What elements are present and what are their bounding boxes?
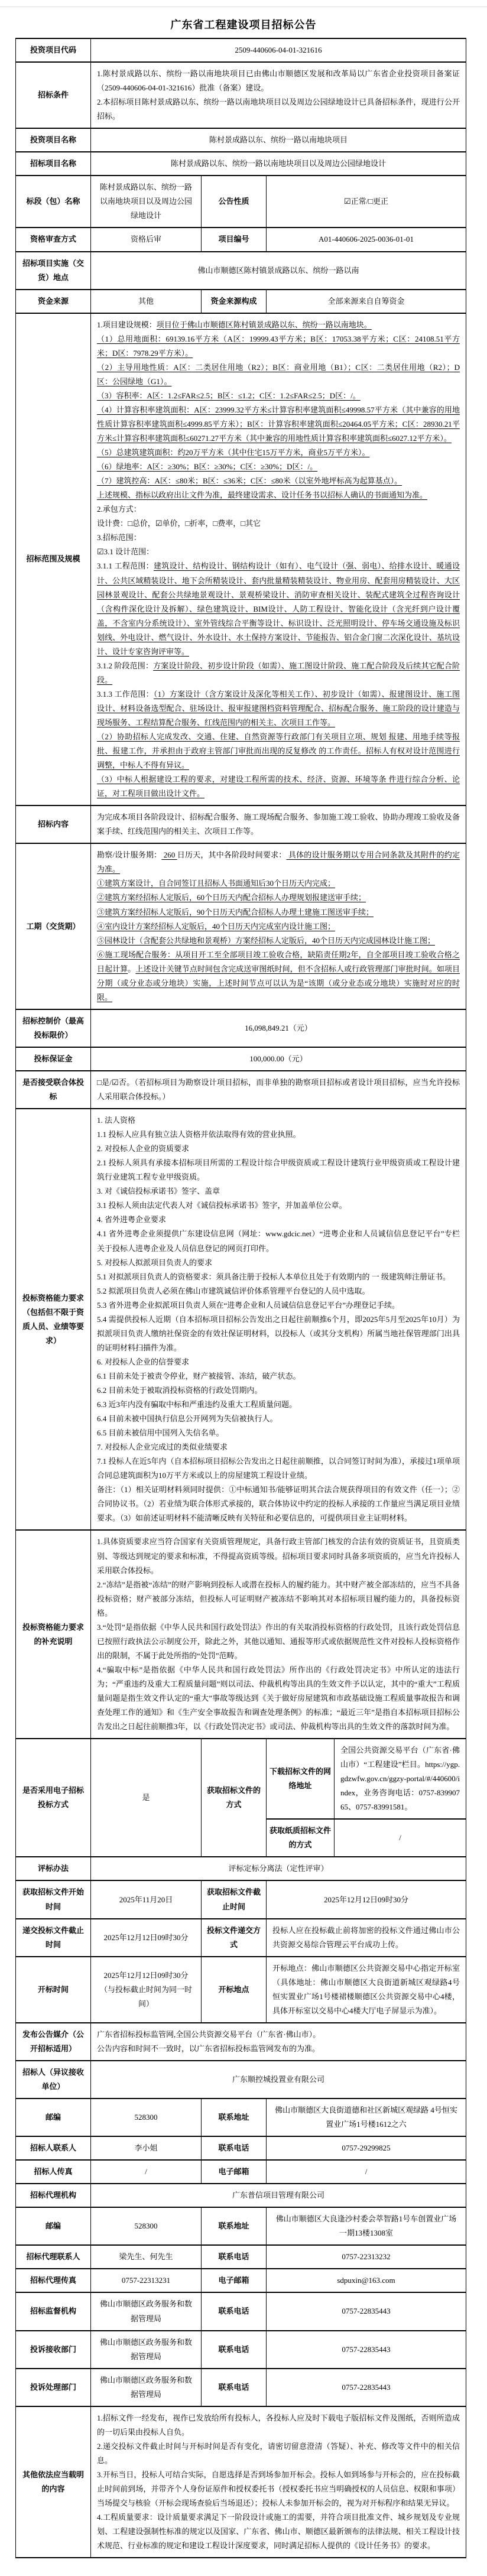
row-value: 528300: [91, 2207, 202, 2245]
paragraph: 为完成本项目各阶段设计、招标配合服务、施工现场配合服务、参加施工竣工验收、协助办理竣工验收及备案手续、红线范围内的相关主、次项目工作等。: [97, 813, 460, 836]
paragraph: 2.承包方式：: [97, 505, 141, 514]
paragraph: 5.2 拟派项目负责人必须在佛山市建筑诚信评价体系管理平台登记的人员中选取。: [97, 1286, 370, 1295]
row-label: 联系电话: [202, 2136, 267, 2160]
row-value: 0757-22313231: [91, 2269, 202, 2292]
row-label: 联系电话: [202, 2331, 267, 2369]
paragraph: 4.“骗取中标”是指依据《中华人民共和国行政处罚法》所作出的《行政处罚决定书》中所认定的违法行为；“严重违约及重大工程质量问题”则以司法、仲裁机构等出具的生效文件予以认定，其中的“重大”工程质量问题是指生效文件认定的“重大”事故等级达到《关于做好房屋建筑和市政基础设施工程质量事故报告和调查处理工作的通知》和《生产安全事故报告和调查处理条例》的标准；“最近三年”是指自本招标项目招标公告发出之日起往前顺推3年，以《行政处罚决定书》或司法、仲裁机构等出具的生效文件的落款时间为准。: [97, 1665, 460, 1732]
paragraph: 2.1 投标人须具有承接本招标项目所需的工程设计综合甲级资质或工程设计建筑行业甲级资质或工程设计建筑行业建筑工程专业甲级资质。: [97, 1158, 460, 1182]
row-value: 佛山市顺德区政务服务和数据管理局: [91, 2369, 202, 2406]
sub-row-label: 下载招标文件的网络地址: [267, 1739, 335, 1819]
row-value: /: [91, 2160, 202, 2184]
row-value: 佛山市顺德区政务服务和数据管理局: [91, 2292, 202, 2330]
paragraph: 4.1 省外进粤企业须提供广东建设信息网（网址：www.gdcic.net）“进粤企业和人员诚信信息登记平台”专栏关于投标人进粤企业及人员信息登记的网页打印件。: [97, 1229, 460, 1253]
paragraph: ④室内设计方案经招标人定版后，40个日历天内完成室内设计施工图；: [97, 921, 336, 931]
row-value: [91, 843, 466, 1009]
table-row: [16, 152, 466, 176]
paragraph: 7.1 投标人在近5年内（自本招标项目招标公告发出之日起往前顺推，以合同签订时间为准），承接过1项单项合同总建筑面积为10万平方米或以上的房屋建筑工程设计业绩。: [97, 1457, 460, 1480]
paragraph: 全国公共资源交易平台（广东省·佛山市）“工程建设”栏目。https://ygp.gdzwfw.gov.cn/ggzy-portal/#/440600/index，业务咨询电话：0757-83990765、0757-83991581。: [340, 1746, 460, 1812]
row-label: 资金来源构成: [202, 290, 267, 313]
row-label: 招标内容: [16, 805, 91, 843]
row-value: 陈村景成路以东、缤纷一路以南地块项目: [91, 128, 466, 152]
table-row: [16, 128, 466, 152]
row-label: 递交投标文件截止时间: [16, 1919, 91, 1957]
row-label: 发布公告媒介（公开招标适用）: [16, 2023, 91, 2061]
row-label: 招标代理联系人: [16, 2245, 91, 2269]
row-label: 招标人传真: [16, 2160, 91, 2184]
row-value: 资格后审: [91, 228, 202, 251]
row-label: 联系地址: [202, 2099, 267, 2136]
paragraph: 1.招标文件一经发布，视作已发放给所有投标人，各投标人应及时下载电子版招标文件及图纸，否则所造成的一切后果由投标人自负。: [97, 2413, 460, 2437]
table-row: [16, 38, 466, 62]
table-row: [16, 2292, 466, 2330]
paragraph: 5.4 需提供投标人近期（自本招标项目招标公告发出之日起往前顺推6个月，即2025年5月至2025年10月）为拟派项目负责人缴纳社保资金的有效社保证明材料，以投标人（或其分支机构）所属当地社保管理部门出具的证明材料扫描件为准。: [97, 1314, 460, 1352]
row-label: 邮编: [16, 2099, 91, 2136]
paragraph: 6.5 目前未被信用中国列入失信名单。: [97, 1428, 224, 1438]
row-label: 投标资格能力要求的补充说明: [16, 1530, 91, 1739]
row-label: 获取招标文件的方式: [202, 1739, 267, 1857]
paragraph: 4.工程质量要求：设计质量要求满足下一阶段设计或施工的需要，并符合项目批准文件、城乡规划及专业规划、工程建设强制性标准的规定以及国家、广东省、佛山市、顺德区最新颁布的法律法规、相关工程设计技术规范、行业标准的规定和建设工程设计深度要求，同时满足招标人提供的《设计任务书》的要求。: [97, 2513, 460, 2551]
paragraph: 3.1.2 阶段范围：方案设计阶段、初步设计阶段（如需）、施工图设计阶段、施工配合阶段及后续其它配合阶段。: [97, 661, 460, 684]
paragraph: 2.本招标项目陈村景成路以东、缤纷一路以南地块项目以及周边公园绿地设计已具备招标条件，现进行公开招标。: [97, 98, 460, 121]
row-value: sdpuxin@163.com: [267, 2269, 466, 2292]
paragraph: （2）主导用地性质：A区：二类居住用地（R2）；B区：商业用地（B1）；C区：二类居住用地（R2）；D区：公园绿地（G1）。: [97, 362, 460, 386]
paragraph: 5. 对投标人拟派项目负责人的要求: [97, 1258, 213, 1267]
paragraph: 6.4 目前未被中国执行信息公开网列为失信被执行人。: [97, 1414, 278, 1424]
row-label: 联系电话: [202, 2292, 267, 2330]
table-row: [16, 2269, 466, 2292]
paragraph: 3.招标范围：: [97, 533, 141, 543]
table-row: [16, 2369, 466, 2406]
paragraph: 2.递交投标文件截止时间与开标时间是否有变化，请密切留意澄清（答疑）、补充、修改等文件中的相关信息。: [97, 2441, 460, 2465]
row-label: 开标时间: [16, 1957, 91, 2023]
paragraph: 1.陈村景成路以东、缤纷一路以南地块项目已由佛山市顺德区发展和改革局以广东省企业投资项目备案证（2509-440606-04-01-321616）批准（备案）建设。: [97, 69, 460, 93]
table-row: [16, 2207, 466, 2245]
paragraph: ③建筑方案经招标人定版后，90个日历天内配合招标人办理土建施工图送审手续；: [97, 907, 374, 917]
table-row: [16, 1109, 466, 1530]
paragraph: 1. 法人资格: [97, 1116, 136, 1125]
paragraph: ①建筑方案设计，自合同签订且招标人书面通知后30个日历天内完成；: [97, 879, 336, 888]
paragraph: 6.1 目前未处于被责令停业，财产被接管、冻结，破产状态。: [97, 1371, 301, 1380]
row-value: 评标定标分离法（定性评审）: [91, 1857, 466, 1880]
row-value: [91, 2406, 466, 2558]
row-value: 0757-29299825: [267, 2136, 466, 2160]
row-value: 广东普信项目管理有限公司: [91, 2184, 466, 2207]
row-label: 邮编: [16, 2207, 91, 2245]
paragraph: 上述规模、指标以政府出让文件为准，最终建设需求、设计任务书以招标人确认的书面通知为准。: [97, 490, 428, 500]
row-value: [91, 313, 466, 806]
paragraph: 6.3 近3年内没有骗取中标和严重违约及重大工程质量问题。: [97, 1400, 297, 1409]
row-label: 投诉接收部门: [16, 2331, 91, 2369]
table-row: [16, 252, 466, 290]
row-value: ☑正常/□更正: [267, 176, 466, 228]
paragraph: （5）总建筑建筑面积：约20万平方米（其中住宅15万平方米，商业5万平方米）。: [97, 448, 370, 457]
row-label: 招标项目名称: [16, 152, 91, 176]
table-row: [16, 2099, 466, 2136]
row-label: 投标文件递交方式: [202, 1919, 267, 1957]
paragraph: （3）中标人根据建设工程的要求，对建设工程所需的技术、经济、资源、环境等条 件进行综合分析、论证，对工程项目做出设计文件。: [97, 775, 460, 798]
row-value: A01-440606-2025-0036-01-01: [267, 228, 466, 251]
row-label: 联系电话: [202, 2245, 267, 2269]
row-label: 是否接受联合体投标: [16, 1071, 91, 1109]
row-value: 佛山市顺德区大良逢沙村委会萃智路1号车创置业广场一期13楼1308室: [267, 2207, 466, 2245]
row-value: [335, 1739, 466, 1819]
paragraph: 备注：（1）相关证明材料须同时提供：①中标通知书/能够证明其合法合规获得项目的有效文件（任一）；②合同协议书。（2）若业绩为联合体形式承接的，联合体协议中约定的投标人承接的工作量应当满足项目业绩要求。（3）如前述证明材料不能清晰反映有关特征和必要信息的，可提供项目业主证明材料。: [97, 1485, 460, 1523]
row-value: [267, 1957, 466, 2023]
table-row: [16, 313, 466, 806]
paragraph: 4. 省外进粤企业要求: [97, 1215, 167, 1224]
paragraph: （1）总用地面积：69139.16平方米（A区：19999.43平方米；B区：17053.38平方米；C区：24108.51平方米；D区：7978.29平方米）。: [97, 334, 460, 358]
row-value: [91, 805, 466, 843]
row-value: 梁先生、何先生: [91, 2245, 202, 2269]
paragraph: 7. 对投标人企业完成过的类似业绩要求: [97, 1443, 228, 1452]
row-value: [91, 62, 466, 128]
row-label: 评标办法: [16, 1857, 91, 1880]
paragraph: 3.1.3 工作范围：（1）方案设计（含方案设计及深化等相关工作）、初步设计（如需）、报建图设计、施工图设计、材料设备选型配合、驻场设计、报审报建图档资料管理配合、招标配合服务、施工阶段的设计建造与现场服务、工程结算配合服务、红线范围内的相关主、次项目工作等。: [97, 689, 460, 727]
paragraph: 公告内容和时间不一致时，以广东省招标投标监管网发布的为准。: [97, 2044, 320, 2053]
row-label: 电子邮箱: [202, 2160, 267, 2184]
row-value: 0757-22835443: [267, 2292, 466, 2330]
paragraph: 6. 对投标人企业的信誉要求: [97, 1357, 190, 1366]
paragraph: 3.“处罚”是指依据《中华人民共和国行政处罚法》作出的有关取消投标资格的行政处罚，且该行政处罚信息已按照行政执法公示制度公开，除此之外，其他以通知、通报等形式或依据规范性文件对投标人投标资格作出的限制，不属于此处所指的“处罚”范畴。: [97, 1622, 460, 1660]
paragraph: （7）建筑控高：A区：≤80米；B区：≤36米；C区：≤80米（以室外地坪标高为起算基点）。: [97, 476, 402, 486]
paragraph: （3）容积率：A区：1.2≤FAR≤2.5；B区：≤1.2；C区：1.2≤FAR≤2.5；D区：/。: [97, 391, 361, 400]
paragraph: ②建筑方案经招标人定版后，60个日历天内配合招标人办理规划报建送审手续；: [97, 893, 366, 902]
row-value: [91, 1109, 466, 1530]
row-value: 528300: [91, 2099, 202, 2136]
page-title: 广东省工程建设项目招标公告: [170, 19, 317, 31]
row-label: 资金来源: [16, 290, 91, 313]
row-value: /: [267, 2160, 466, 2184]
row-value: 陈村景成路以东、缤纷一路以南地块项目以及周边公园绿地设计: [91, 176, 202, 228]
table-row: [16, 1071, 466, 1109]
row-value: 2509-440606-04-01-321616: [91, 38, 466, 62]
paragraph: 3. 对《诚信投标承诺书》签字、盖章: [97, 1187, 220, 1196]
row-value: 2025年12月12日09时30分（与投标截止时间为同一时间）: [91, 1957, 202, 2023]
row-value: 其他: [91, 290, 202, 313]
paragraph: 投标人应在投标截止前将加密的投标文件通过佛山市公共资源交易综合管理云平台成功上传。: [272, 1925, 460, 1949]
row-label: 招标项目实施（交货）地点: [16, 252, 91, 290]
table-row: [16, 62, 466, 128]
row-label: 电子邮箱: [202, 2269, 267, 2292]
table-row: [16, 1009, 466, 1047]
row-label: 投标资格能力要求（包括但不限于资质人员、业绩等要求）: [16, 1109, 91, 1530]
row-label: 招标人（异议接收单位）: [16, 2061, 91, 2099]
paragraph: □是/☑否。（若招标项目为勘察设计项目招标，而非单独的勘察项目招标或者设计项目招标，应当允许投标人采用联合体投标。）: [97, 1078, 460, 1102]
table-row: [16, 805, 466, 843]
paragraph: （6）绿地率：A区：≥30%；B区：≥30%；C区：≥30%；D区：/。: [97, 462, 318, 472]
row-label: 招标范围及规模: [16, 313, 91, 806]
table-row: [16, 1919, 466, 1957]
row-label: 获取招标文件截止时间: [202, 1880, 267, 1918]
row-value: 2025年11月20日: [91, 1880, 202, 1918]
paragraph: 3.开标当日，投标人可结合实际，自愿选择是否到场参加开标会。投标人如到场参与开标会的，应在投标截止时间前到场，并带齐个人身份证原件和授权委托书（授权委托书应当明确授权的人员信息、权限和事项）当场提交与核验（开标会现场查验后当场退还）；投标人未参加开标会的，视为对开标程序和结果无异议。: [97, 2470, 460, 2508]
row-value: 全部来源来自自筹资金: [267, 290, 466, 313]
table-row: [16, 2245, 466, 2269]
row-label: 开标地点: [202, 1957, 267, 2023]
row-value: 佛山市顺德区大良街道德和社区新城区观绿路 4号恒实置业广场1号楼1612之六: [267, 2099, 466, 2136]
table-row: [16, 228, 466, 251]
row-label: 工期（交货期）: [16, 843, 91, 1009]
table-row: [16, 1530, 466, 1739]
table-row: [16, 1857, 466, 1880]
paragraph: ☑3.1 设计范围：: [97, 547, 154, 557]
row-value: 佛山市顺德区政务服务和数据管理局: [91, 2331, 202, 2369]
row-label: 项目编号: [202, 228, 267, 251]
paragraph: 开标地点：佛山市顺德区公共资源交易中心指定开标室（具体地址：佛山市顺德区大良街道新城区观绿路4号恒实置业广场1号楼裙楼顺德区公共资源交易中心4楼，具体开标室以交易中心4楼大厅电子屏显示为准）。: [272, 1963, 460, 2015]
row-label: 招标人联系人: [16, 2136, 91, 2160]
table-row: [16, 290, 466, 313]
paragraph: ⑥施工现场配合服务：从项目开工至全部项目竣工验收合格，缺陷责任期2年，自全部项目竣工验收合格之日起计算。上述设计关键节点时间包含完成送审图纸时间，但不含招标人或行政管理部门审批时间。如项目分期（或分业态或分地块）实施，上述时间节点可以认为是“该期（或分业态或分地块）实施时对应的时限。: [97, 950, 460, 1002]
row-value: 0757-22313232: [267, 2245, 466, 2269]
paragraph: 勘察/设计服务期： 260 日历天，其中各阶段时间要求： 具体的设计服务期以专用合同条款及其附件的约定为准。: [97, 850, 460, 874]
announcement-table: [15, 38, 466, 2558]
paragraph: 设计费：□总价，☑单价，□折率，□费率，□其它: [97, 519, 261, 528]
sub-row-label: 获取纸质招标文件的方式: [267, 1819, 335, 1857]
announcement-table-body: [16, 38, 466, 2558]
row-label: 投标保证金: [16, 1047, 91, 1071]
row-value: 0757-22835443: [267, 2369, 466, 2406]
paragraph: 3.1 投标人须由法定代表人对《诚信投标承诺书》签字，并加盖单位公章。: [97, 1201, 347, 1210]
paragraph: 广东省招标投标监管网,全国公共资源交易平台（广东省·佛山市）。: [97, 2029, 321, 2039]
row-label: 招标条件: [16, 62, 91, 128]
paragraph: 5.3 省外进粤企业拟派项目负责人须在“进粤企业和人员诚信信息登记平台”办理登记手续。: [97, 1300, 400, 1310]
table-row: [16, 843, 466, 1009]
paragraph: 1.1 投标人应具有独立法人资格并依法取得有效的营业执照。: [97, 1130, 301, 1139]
row-label: 获取招标文件开始时间: [16, 1880, 91, 1918]
row-value: 佛山市顺德区陈村镇景成路以东、缤纷一路以南: [91, 252, 466, 290]
paragraph: 5.1 对拟派项目负责人的资格要求：须具备注册于投标人本单位且处于有效期内的 一 级建筑师注册证书。: [97, 1272, 451, 1281]
row-label: 联系电话: [202, 2369, 267, 2406]
table-row: [16, 2136, 466, 2160]
table-row: [16, 1739, 466, 1819]
paragraph: 1.项目建设规模：项目位于佛山市顺德区陈村镇景成路以东、缤纷一路以南地块。: [97, 320, 372, 329]
row-value: 2025年12月12日09时30分: [267, 1880, 466, 1918]
paragraph: ⑤园林设计（含配套公共绿地和景观桥）方案经招标人定版后，40个日历天内完成园林设计施工图；: [97, 935, 436, 945]
table-row: [16, 2331, 466, 2369]
paragraph: 1.具体资质要求应当符合国家有关资质管理规定，具备行政主管部门核发的合法有效的资质证书，且资质类别、等级达到规定的要求和标准，不得提高资质等级。招标项目要求同时具备多项资质的，应当允许投标人采用联合体投标。: [97, 1537, 460, 1575]
table-row: [16, 1880, 466, 1918]
table-row: [16, 2160, 466, 2184]
row-label: 资格审查方式: [16, 228, 91, 251]
row-value: [91, 1071, 466, 1109]
row-value: /: [335, 1819, 466, 1857]
row-value: 0757-22835443: [267, 2331, 466, 2369]
row-label: 是否采用电子招标投标方式: [16, 1739, 91, 1857]
table-row: [16, 1047, 466, 1071]
row-value: 16,098,849.21（元）: [91, 1009, 466, 1047]
paragraph: 3.1.1 工程范围：建筑设计、结构设计、钢结构设计（如有）、电气设计（强、弱电）、给排水设计、暖通设计、公共区域精装设计、地下会所精装设计、套内批量精装精装设计、物业用房、配套用房精装设计、大区园林景观设计、配套公共绿地景观设计、景观桥梁设计、消防审查相关设计、装配式建筑全过程咨询设计（含构件深化设计及拆解）、绿色建筑设计、BIM设计、人防工程设计、智能化设计（含光纤到户设计覆盖，不含室内分系统设计）、室外管线综合平衡等设计、标识设计、泛光照明设计、停车场交通设施及标识划线、外电设计、燃气设计、外水设计、水土保持方案设计、节能报告、铝合金门窗二次深化设计、基坑设计、设计专家咨询评审等。: [97, 561, 460, 656]
row-value: 陈村景成路以东、缤纷一路以南地块项目以及周边公园绿地设计: [91, 152, 466, 176]
row-value: [91, 1530, 466, 1739]
table-row: [16, 176, 466, 228]
row-value: 是: [91, 1739, 202, 1857]
row-value: [267, 1919, 466, 1957]
row-value: [91, 2023, 466, 2061]
paragraph: （4）计算容积率建筑面积：A区：23999.32平方米≤计算容积率建筑面积≤49998.57平方米（其中兼容的用地性质计算容积率建筑面积≤4999.85平方米）；B区：计算容积率建筑面积≤20464.05平方米；C区：28930.21平方米≤计算容积率建筑面积≤60271.27平方米（其中兼容的用地性质计算容积率建筑面积≤6027.12平方米）。: [97, 405, 460, 443]
row-label: 联系地址: [202, 2207, 267, 2245]
table-row: [16, 2023, 466, 2061]
row-label: 其他依法应当载明的内容: [16, 2406, 91, 2558]
paragraph: （2）协助招标人完成发改、交通、住建、自然资源等行政部门有关项目立项、规划 报建、用地手续等报批、报建工作，并承担由于政府主管部门审批而出现的反复修改 的工作责任。招标人有权对设计范围进行调整，中标人不得有异议。: [97, 732, 460, 770]
table-row: [16, 1957, 466, 2023]
row-label: 招标控制价（最高投标限价）: [16, 1009, 91, 1047]
row-label: 投资项目名称: [16, 128, 91, 152]
paragraph: 6.2 目前未处于被取消投标资格的行政处罚期内。: [97, 1385, 262, 1395]
row-label: 招标代理机构: [16, 2184, 91, 2207]
row-label: 投诉处理部门: [16, 2369, 91, 2406]
row-label: 投资项目代码: [16, 38, 91, 62]
paragraph: 2.“冻结”是指被“冻结”的财产影响到投标人或潜在投标人的履约能力。其中财产被全部冻结的，应当不具备投标资格；财产被部分冻结，但投标人可证明财产被冻结不影响其对本招标项目履约能力的，具备投标资格。: [97, 1580, 460, 1617]
row-label: 招标监督机构: [16, 2292, 91, 2330]
row-label: 招标代理传真: [16, 2269, 91, 2292]
row-label: 公告性质: [202, 176, 267, 228]
row-label: 标段（包）名称: [16, 176, 91, 228]
table-row: [16, 2061, 466, 2099]
table-row: [16, 2184, 466, 2207]
row-value: 100,000.00（元）: [91, 1047, 466, 1071]
row-value: 李小姐: [91, 2136, 202, 2160]
table-row: [16, 2406, 466, 2558]
paragraph: 2. 对投标人企业的资质要求: [97, 1144, 190, 1154]
row-value: 2025年12月12日09时30分: [91, 1919, 202, 1957]
row-value: 广东顺控城投置业有限公司: [91, 2061, 466, 2099]
